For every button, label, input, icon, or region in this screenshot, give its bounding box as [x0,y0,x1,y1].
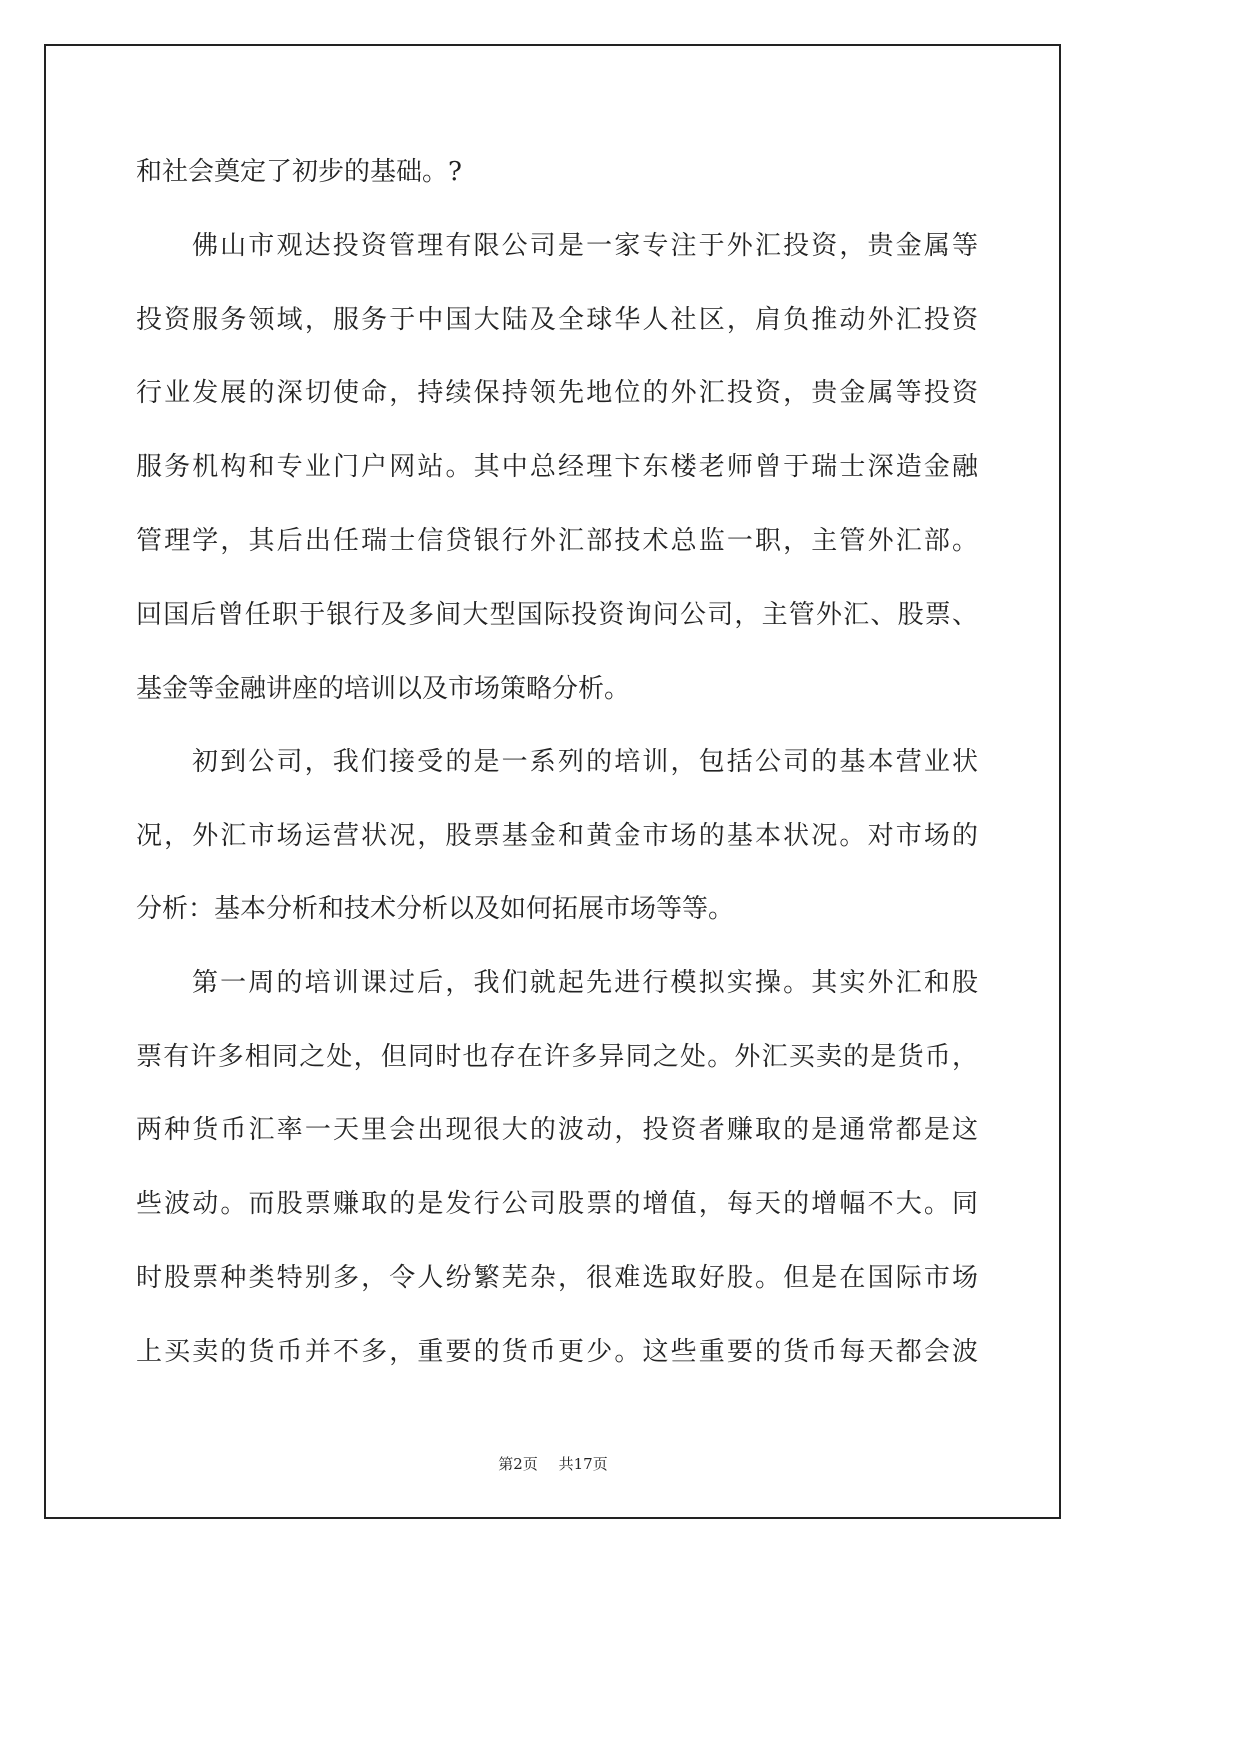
text-line-12: 第一周的培训课过后，我们就起先进行模拟实操。其实外汇和股 [192,968,978,998]
text-line-6: 管理学，其后出任瑞士信贷银行外汇部技术总监一职，主管外汇部。 [136,526,978,556]
text-line-3: 投资服务领域，服务于中国大陆及全球华人社区，肩负推动外汇投资 [136,305,978,335]
text-line-15: 些波动。而股票赚取的是发行公司股票的增值，每天的增幅不大。同 [136,1189,978,1219]
page-footer [0,1454,1106,1474]
text-line-2: 佛山市观达投资管理有限公司是一家专注于外汇投资，贵金属等 [192,231,978,261]
text-line-17: 上买卖的货币并不多，重要的货币更少。这些重要的货币每天都会波 [136,1337,978,1367]
text-line-9: 初到公司，我们接受的是一系列的培训，包括公司的基本营业状 [192,747,978,777]
text-line-11: 分析：基本分析和技术分析以及如何拓展市场等等。 [136,894,735,924]
page-frame [44,44,1061,1519]
text-line-13: 票有许多相同之处，但同时也存在许多异同之处。外汇买卖的是货币， [136,1042,978,1072]
text-line-14: 两种货币汇率一天里会出现很大的波动，投资者赚取的是通常都是这 [136,1115,978,1145]
text-line-8: 基金等金融讲座的培训以及市场策略分析。 [136,674,631,704]
page-total: 共17页 [558,1455,608,1473]
page-number: 第2页 [498,1455,538,1473]
text-line-4: 行业发展的深切使命，持续保持领先地位的外汇投资，贵金属等投资 [136,378,978,408]
text-line-7: 回国后曾任职于银行及多间大型国际投资询问公司，主管外汇、股票、 [136,600,978,630]
text-line-10: 况，外汇市场运营状况，股票基金和黄金市场的基本状况。对市场的 [136,821,978,851]
text-line-16: 时股票种类特别多，令人纷繁芜杂，很难选取好股。但是在国际市场 [136,1263,978,1293]
text-line-5: 服务机构和专业门户网站。其中总经理卞东楼老师曾于瑞士深造金融 [136,452,978,482]
text-line-1: 和社会奠定了初步的基础。? [136,157,462,187]
